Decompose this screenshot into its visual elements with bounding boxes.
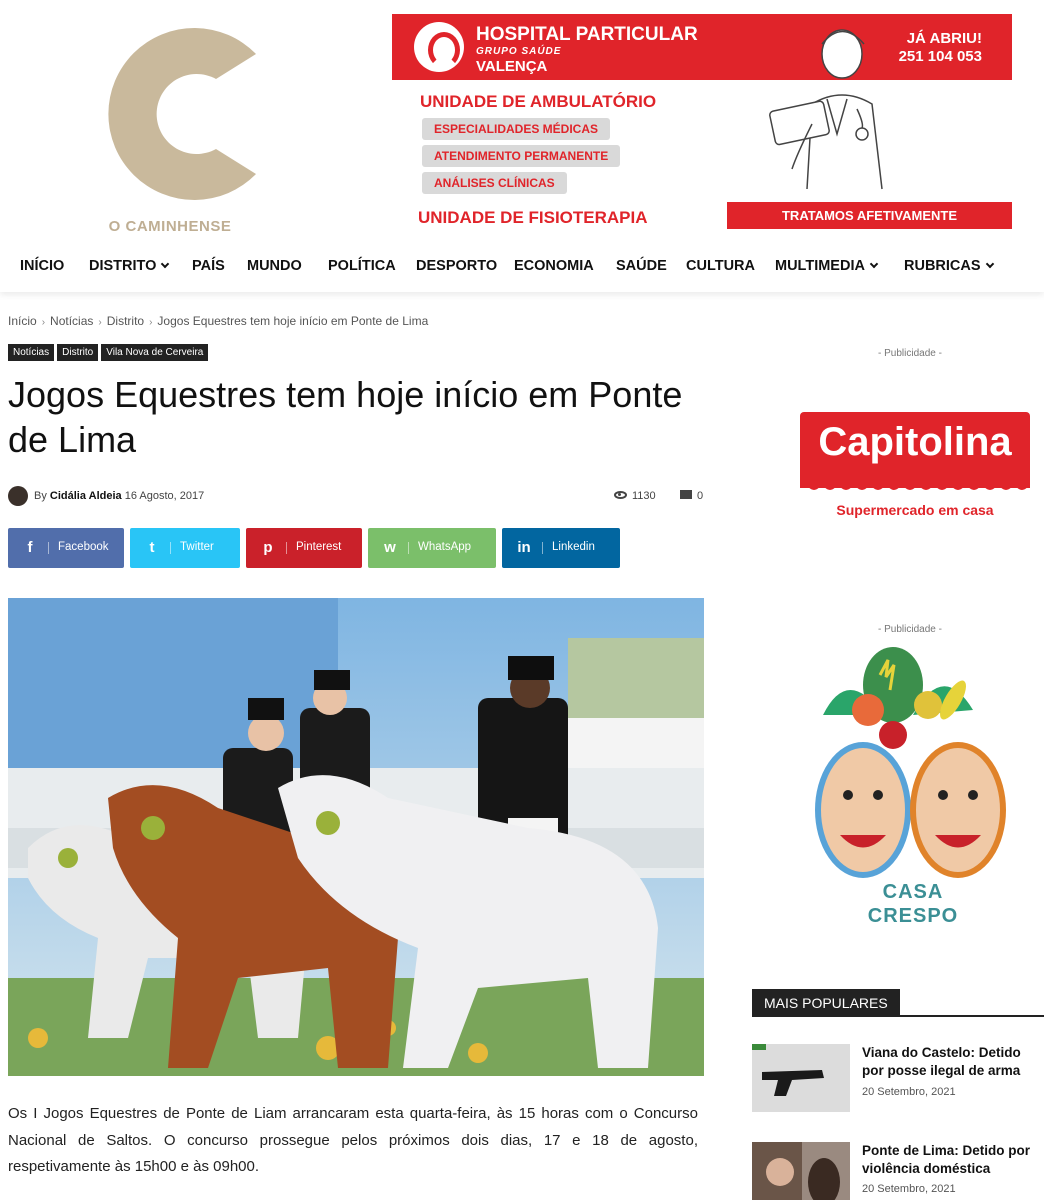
nav-item-multimedia[interactable] — [775, 258, 877, 274]
popular-item[interactable] — [752, 1142, 1044, 1200]
popular-item-thumbnail[interactable] — [752, 1044, 850, 1112]
ad-label: - Publicidade - — [878, 348, 942, 359]
nav-label: PAÍS — [192, 258, 225, 274]
breadcrumb-link-distrito[interactable]: Distrito — [106, 314, 145, 328]
banner-pill-analises: ANÁLISES CLÍNICAS — [422, 172, 567, 194]
whatsapp-icon: w — [384, 539, 396, 556]
divider — [170, 542, 171, 554]
view-count-value: 1130 — [632, 490, 656, 502]
share-label: Pinterest — [296, 541, 342, 553]
nav-label: ECONOMIA — [514, 258, 594, 274]
nav-label: MULTIMEDIA — [775, 258, 865, 274]
author-link[interactable]: Cidália Aldeia — [49, 490, 122, 502]
divider — [408, 542, 409, 554]
chevron-down-icon — [870, 260, 878, 268]
nav-label: RUBRICAS — [904, 258, 981, 274]
nav-label: MUNDO — [247, 258, 302, 274]
domestic-violence-thumbnail-image — [752, 1142, 850, 1200]
nav-item-rubricas[interactable] — [904, 258, 993, 274]
popular-section-header — [752, 989, 1044, 1017]
chevron-down-icon — [985, 260, 993, 268]
gun-thumbnail-image — [752, 1044, 850, 1112]
nav-item-cultura[interactable] — [686, 258, 755, 274]
nav-label: CULTURA — [686, 258, 755, 274]
share-label: Facebook — [58, 541, 109, 553]
capitolina-ad[interactable] — [800, 412, 1030, 522]
capitolina-logo-text: Capitolina — [818, 420, 1012, 464]
logo-c-mark — [80, 14, 260, 214]
article-featured-image — [8, 598, 704, 1076]
chevron-right-icon: › — [98, 317, 102, 328]
nav-label: POLÍTICA — [328, 258, 396, 274]
tag-vila-nova-de-cerveira[interactable]: Vila Nova de Cerveira — [101, 344, 208, 361]
tag-noticias[interactable]: Notícias — [8, 344, 54, 361]
comment-count-value: 0 — [697, 490, 704, 502]
banner-title: HOSPITAL PARTICULAR — [476, 24, 698, 45]
twitter-icon: t — [149, 539, 155, 556]
divider — [542, 542, 543, 554]
banner-open-line: JÁ ABRIU! — [906, 30, 982, 47]
banner-city: VALENÇA — [476, 58, 548, 75]
site-logo[interactable] — [80, 14, 260, 239]
share-pinterest-button[interactable] — [246, 528, 362, 568]
logo-text: O CAMINHENSE — [108, 218, 232, 235]
chevron-right-icon: › — [149, 317, 153, 328]
nav-label: INÍCIO — [20, 258, 65, 274]
comment-icon — [680, 490, 692, 499]
banner-cta[interactable]: TRATAMOS AFETIVAMENTE — [727, 202, 1012, 229]
breadcrumb-current: Jogos Equestres tem hoje início em Ponte de Lima — [157, 314, 429, 328]
author-byline — [34, 490, 204, 502]
nav-item-distrito[interactable] — [89, 258, 168, 274]
nav-label: DESPORTO — [416, 258, 498, 274]
popular-item-thumbnail[interactable] — [752, 1142, 850, 1200]
nav-item-desporto[interactable] — [416, 258, 497, 274]
share-label: WhatsApp — [418, 541, 472, 553]
main-nav — [0, 248, 1044, 286]
casa-crespo-line1: CASA — [882, 881, 944, 903]
casa-crespo-line2: CRESPO — [867, 905, 959, 927]
nav-item-mundo[interactable] — [247, 258, 302, 274]
casa-crespo-logo-icon — [768, 645, 1044, 885]
nav-label: DISTRITO — [89, 258, 157, 274]
pinterest-icon: p — [263, 539, 273, 556]
banner-subtitle: GRUPO SAÚDE — [476, 46, 562, 57]
breadcrumb — [8, 314, 428, 328]
banner-pill-atendimento: ATENDIMENTO PERMANENTE — [422, 145, 620, 167]
banner-heading-fisioterapia: UNIDADE DE FISIOTERAPIA — [418, 208, 648, 227]
article-title: Jogos Equestres tem hoje início em Ponte de Lima — [8, 374, 683, 460]
nav-item-saude[interactable] — [616, 258, 667, 274]
chevron-down-icon — [161, 260, 169, 268]
share-label: Linkedin — [552, 541, 595, 553]
nav-item-politica[interactable] — [328, 258, 396, 274]
divider — [48, 542, 49, 554]
linkedin-icon: in — [517, 539, 531, 556]
eye-icon — [614, 491, 627, 499]
facebook-icon: f — [27, 539, 33, 556]
author-avatar[interactable] — [8, 486, 28, 506]
nav-item-pais[interactable] — [192, 258, 225, 274]
divider — [286, 542, 287, 554]
casa-crespo-ad[interactable] — [768, 645, 1044, 935]
share-linkedin-button[interactable] — [502, 528, 620, 568]
share-whatsapp-button[interactable] — [368, 528, 496, 568]
nav-item-economia[interactable] — [514, 258, 594, 274]
tag-distrito[interactable]: Distrito — [57, 344, 98, 361]
share-label: Twitter — [180, 541, 214, 553]
hospital-logo-icon — [414, 22, 464, 72]
banner-pill-especialidades: ESPECIALIDADES MÉDICAS — [422, 118, 610, 140]
banner-phone: 251 104 053 — [898, 48, 982, 65]
capitolina-scallop — [800, 482, 1030, 494]
popular-item-date: 20 Setembro, 2021 — [862, 1086, 956, 1098]
banner-heading-ambulatorio: UNIDADE DE AMBULATÓRIO — [420, 92, 657, 111]
capitolina-tagline: Supermercado em casa — [836, 502, 994, 518]
popular-section-title: MAIS POPULARES — [752, 989, 900, 1017]
popular-item-title[interactable]: Viana do Castelo: Detido por posse ilegal de arma — [862, 1045, 1021, 1078]
site-header — [0, 0, 1044, 292]
chevron-right-icon: › — [41, 317, 46, 328]
hospital-ad-banner[interactable] — [392, 14, 1012, 232]
category-tags — [8, 342, 211, 361]
comment-count[interactable] — [680, 490, 703, 502]
popular-item[interactable] — [752, 1044, 1044, 1114]
dressage-horses-photo — [8, 598, 704, 1076]
article-date: 16 Agosto, 2017 — [124, 490, 205, 502]
doctor-illustration-icon — [752, 14, 932, 194]
breadcrumb-link-inicio[interactable]: Início — [8, 314, 37, 328]
share-facebook-button[interactable] — [8, 528, 124, 568]
article-body: Os I Jogos Equestres de Ponte de Liam arrancaram esta quarta-feira, às 15 horas com o Concurso Nacional de Saltos. O concurso prossegue pelos próximos dois dias, 17 e 18 de agosto, respetivamente às 15h00 e às 09h00. — [8, 1105, 698, 1175]
view-count — [614, 490, 656, 502]
breadcrumb-link-noticias[interactable]: Notícias — [50, 314, 94, 328]
nav-label: SAÚDE — [616, 258, 667, 274]
nav-item-inicio[interactable] — [20, 258, 64, 274]
share-twitter-button[interactable] — [130, 528, 240, 568]
popular-item-title[interactable]: Ponte de Lima: Detido por violência doméstica — [862, 1143, 1031, 1176]
by-label: By — [34, 490, 47, 502]
popular-item-date: 20 Setembro, 2021 — [862, 1183, 956, 1195]
ad-label: - Publicidade - — [878, 624, 942, 635]
